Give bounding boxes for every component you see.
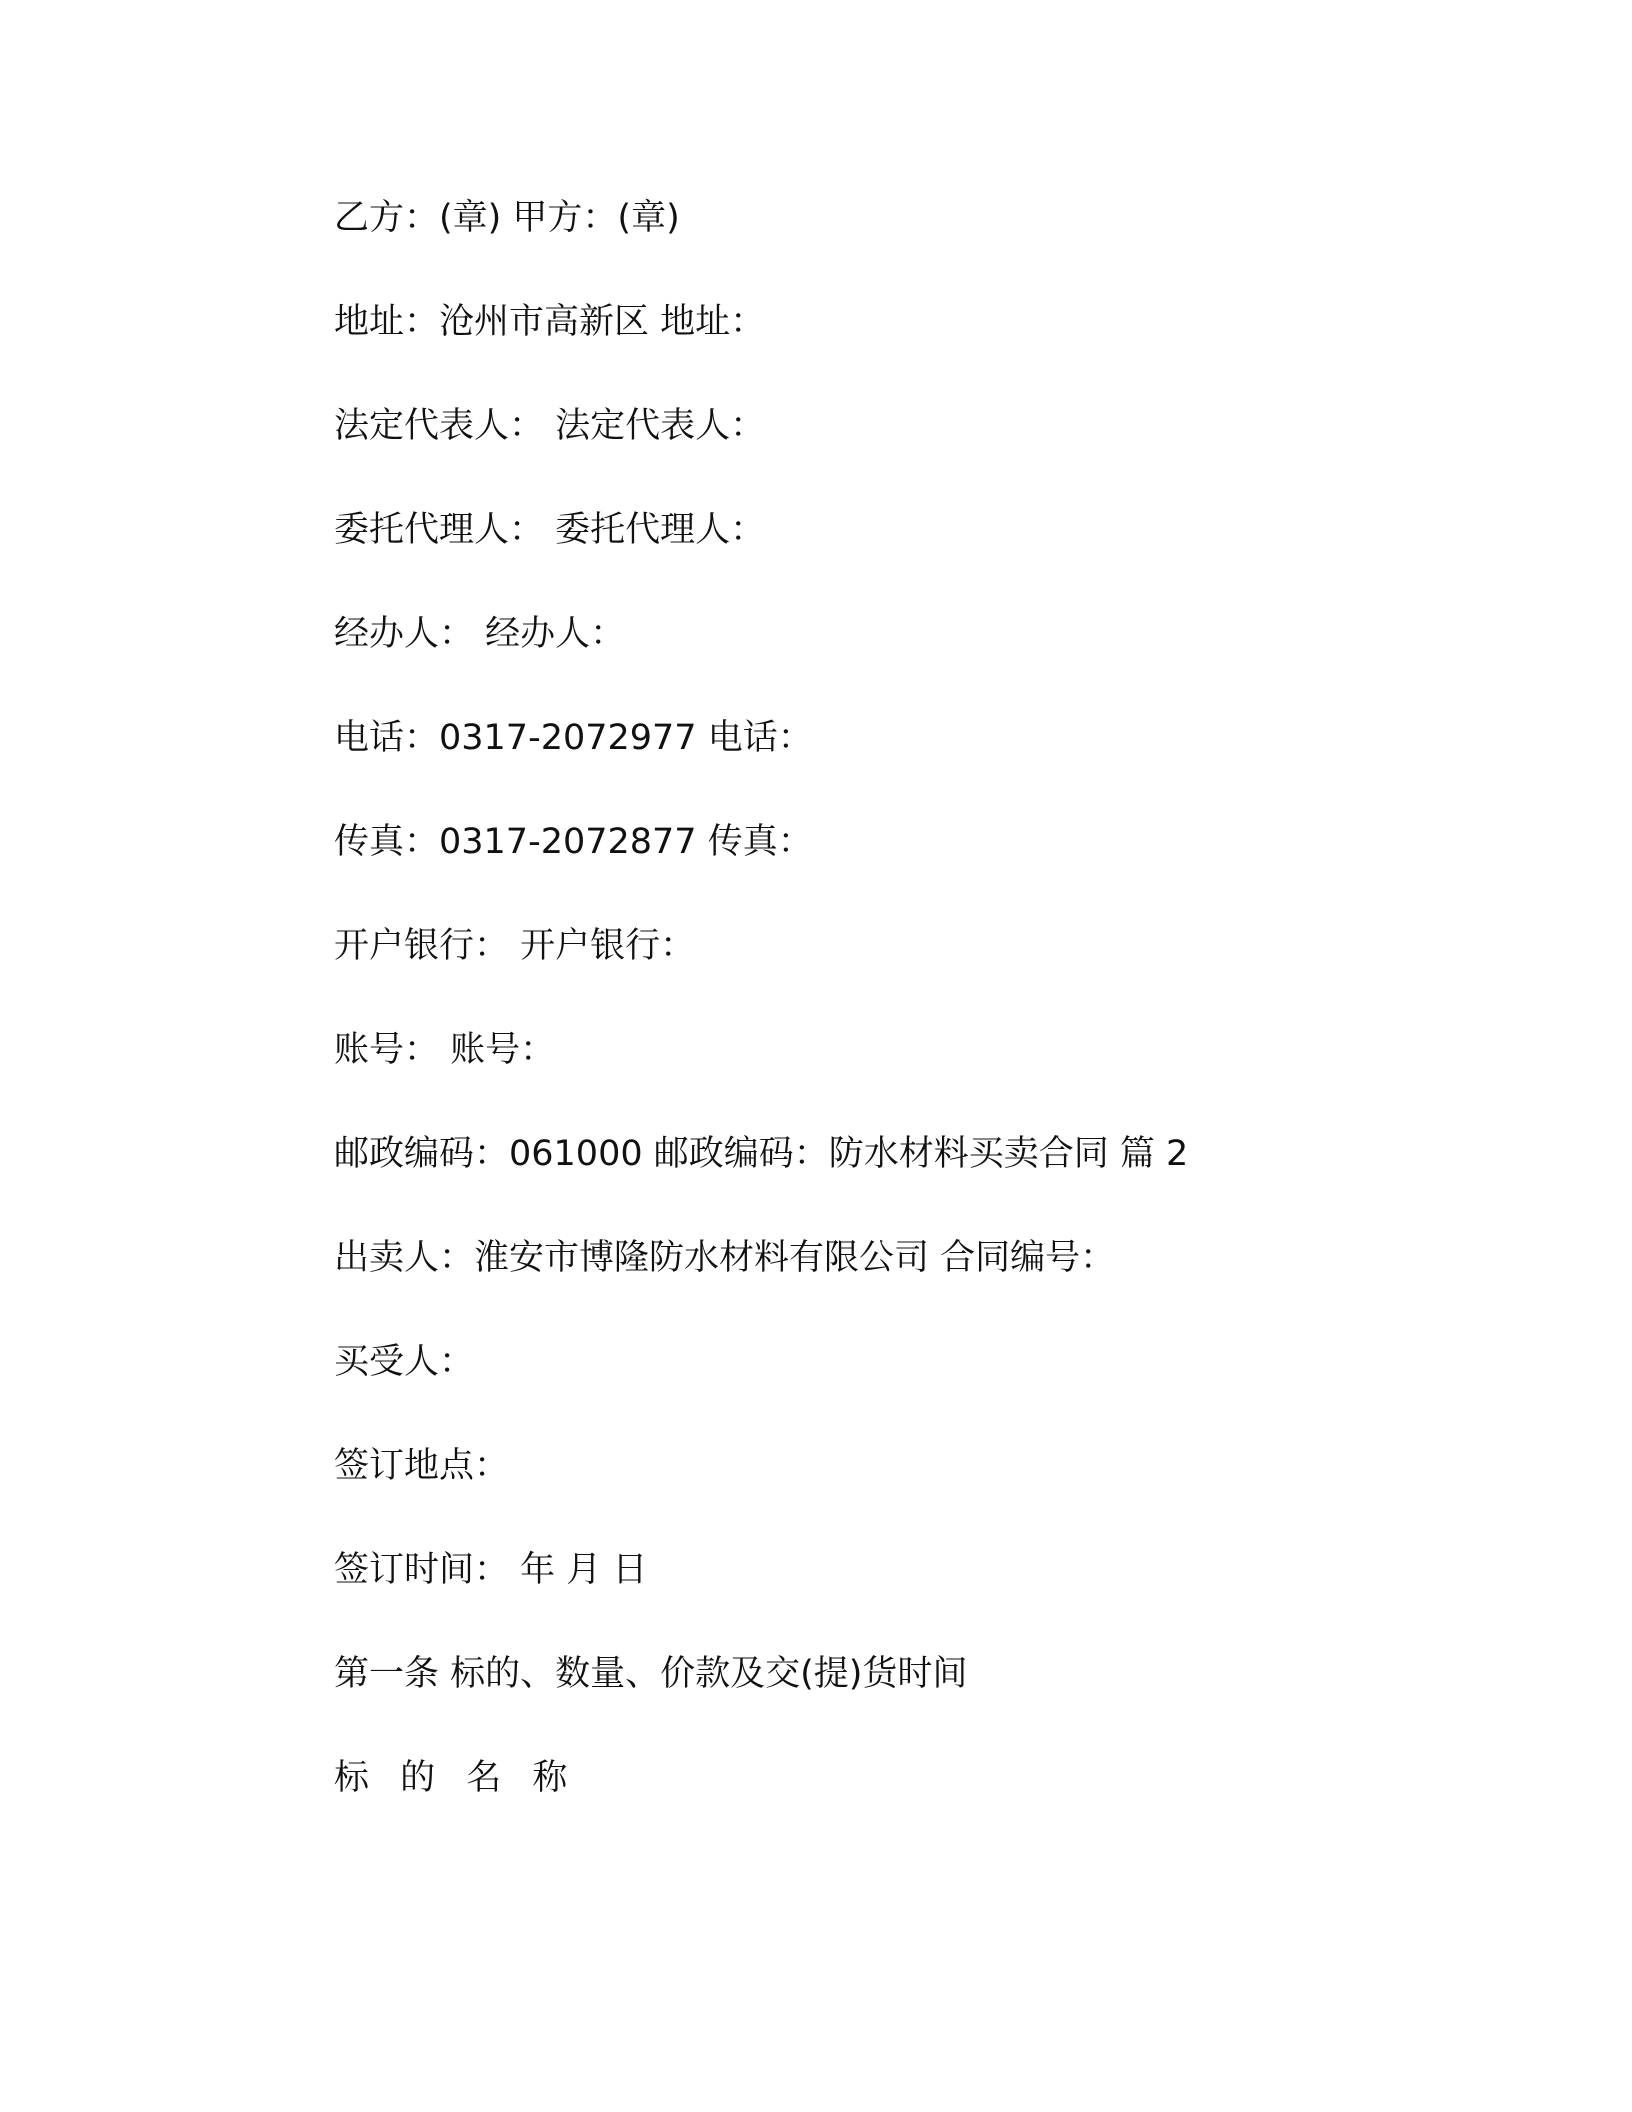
line-authorized-agent: 委托代理人： 委托代理人： <box>334 510 766 550</box>
line-handler: 经办人： 经办人： <box>334 614 626 654</box>
line-address: 地址：沧州市高新区 地址： <box>334 302 766 342</box>
line-legal-representative: 法定代表人： 法定代表人： <box>334 406 766 446</box>
line-item-name: 标 的 名 称 <box>334 1758 578 1798</box>
line-seller: 出卖人：淮安市博隆防水材料有限公司 合同编号： <box>334 1238 1116 1278</box>
contract-text <box>334 188 1534 1852</box>
line-fax: 传真：0317-2072877 传真： <box>334 822 813 862</box>
line-article-one: 第一条 标的、数量、价款及交(提)货时间 <box>334 1654 968 1694</box>
line-signing-place: 签订地点： <box>334 1446 510 1486</box>
line-bank: 开户银行： 开户银行： <box>334 926 696 966</box>
line-party-b-party-a: 乙方：(章) 甲方：(章) <box>334 198 680 238</box>
line-account: 账号： 账号： <box>334 1030 556 1070</box>
line-phone: 电话：0317-2072977 电话： <box>334 718 813 758</box>
line-buyer: 买受人： <box>334 1342 475 1382</box>
line-postal-code: 邮政编码：061000 邮政编码：防水材料买卖合同 篇 2 <box>334 1134 1189 1174</box>
line-signing-date: 签订时间： 年 月 日 <box>334 1550 648 1590</box>
